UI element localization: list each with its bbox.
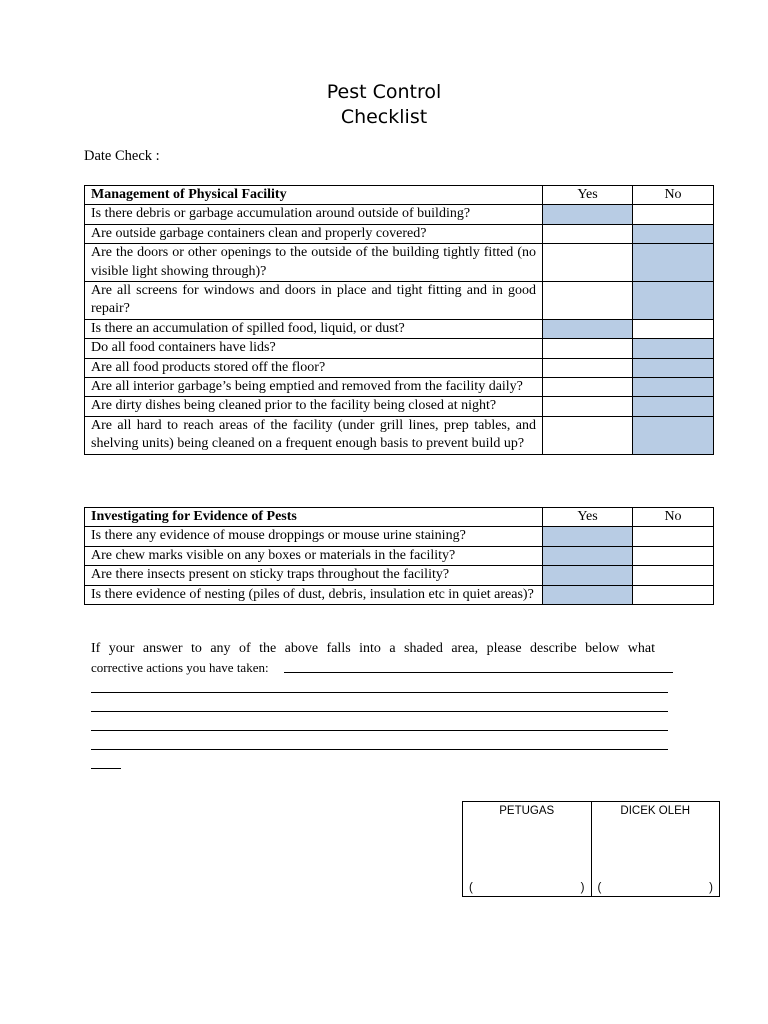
question-text: Are the doors or other openings to the outside of the building tightly fitted (no visible light showing through)? (85, 244, 543, 282)
yes-answer-cell[interactable] (543, 205, 633, 224)
corrective-actions-answer-line[interactable] (91, 730, 668, 731)
officer-name-open-paren: ( (469, 882, 473, 894)
no-answer-cell[interactable] (633, 282, 714, 320)
yes-answer-cell[interactable] (543, 416, 633, 454)
no-answer-cell[interactable] (633, 319, 714, 338)
pest-evidence-rows (85, 527, 714, 605)
corrective-actions-answer-line[interactable] (91, 749, 668, 750)
physical-facility-table (84, 185, 714, 455)
section-heading: Management of Physical Facility (85, 186, 543, 205)
title-line-1: Pest Control (326, 81, 442, 103)
no-answer-cell[interactable] (633, 527, 714, 546)
yes-answer-cell[interactable] (543, 566, 633, 585)
question-text: Do all food containers have lids? (85, 339, 543, 358)
question-text: Is there debris or garbage accumulation around outside of building? (85, 205, 543, 224)
yes-answer-cell[interactable] (543, 358, 633, 377)
officer-label: PETUGAS (499, 805, 555, 817)
physical-facility-rows (85, 205, 714, 454)
checklist-row (85, 546, 714, 565)
date-check-label: Date Check : (84, 148, 160, 164)
no-column-header: No (633, 186, 714, 205)
yes-answer-cell[interactable] (543, 378, 633, 397)
no-column-header: No (633, 508, 714, 527)
question-text: Are all food products stored off the floor? (85, 358, 543, 377)
question-text: Are all interior garbage’s being emptied and removed from the facility daily? (85, 378, 543, 397)
question-text: Are outside garbage containers clean and properly covered? (85, 224, 543, 243)
no-answer-cell[interactable] (633, 244, 714, 282)
question-text: Is there an accumulation of spilled food, liquid, or dust? (85, 319, 543, 338)
officer-name-close-paren: ) (580, 882, 585, 894)
yes-column-header: Yes (543, 186, 633, 205)
checklist-row (85, 282, 714, 320)
yes-answer-cell[interactable] (543, 319, 633, 338)
corrective-actions-answer-line[interactable] (91, 692, 668, 693)
checklist-row (85, 224, 714, 243)
no-answer-cell[interactable] (633, 339, 714, 358)
yes-answer-cell[interactable] (543, 397, 633, 416)
yes-answer-cell[interactable] (543, 585, 633, 604)
officer-signature-cell[interactable] (463, 802, 592, 897)
checked-by-name-open-paren: ( (597, 882, 602, 894)
checked-by-label: DICEK OLEH (620, 805, 691, 817)
checked-by-signature-cell[interactable] (591, 802, 720, 897)
question-text: Are all screens for windows and doors in place and tight fitting and in good repair? (85, 282, 543, 320)
no-answer-cell[interactable] (633, 358, 714, 377)
yes-answer-cell[interactable] (543, 527, 633, 546)
yes-answer-cell[interactable] (543, 339, 633, 358)
yes-answer-cell[interactable] (543, 244, 633, 282)
checklist-row (85, 339, 714, 358)
document-title (0, 80, 768, 130)
signature-box (462, 801, 720, 897)
instructions-line-1: If your answer to any of the above falls into a shaded area, please describe below what (91, 641, 655, 656)
no-answer-cell[interactable] (633, 416, 714, 454)
question-text: Are dirty dishes being cleaned prior to the facility being closed at night? (85, 397, 543, 416)
yes-answer-cell[interactable] (543, 282, 633, 320)
checklist-row (85, 205, 714, 224)
no-answer-cell[interactable] (633, 566, 714, 585)
question-text: Are all hard to reach areas of the facility (under grill lines, prep tables, and shelving units) being cleaned on a frequent enough basis to prevent build up? (85, 416, 543, 454)
checklist-row (85, 527, 714, 546)
yes-answer-cell[interactable] (543, 224, 633, 243)
section-heading: Investigating for Evidence of Pests (85, 508, 543, 527)
pest-evidence-table (84, 507, 714, 605)
no-answer-cell[interactable] (633, 378, 714, 397)
corrective-actions-answer-line[interactable] (284, 672, 673, 673)
table-header-row (85, 186, 714, 205)
question-text: Is there any evidence of mouse droppings or mouse urine staining? (85, 527, 543, 546)
no-answer-cell[interactable] (633, 397, 714, 416)
question-text: Are there insects present on sticky traps throughout the facility? (85, 566, 543, 585)
checklist-row (85, 397, 714, 416)
checklist-row (85, 358, 714, 377)
checked-by-name-close-paren: ) (709, 882, 713, 894)
question-text: Are chew marks visible on any boxes or materials in the facility? (85, 546, 543, 565)
checklist-row (85, 566, 714, 585)
corrective-actions-answer-line[interactable] (91, 711, 668, 712)
checklist-row (85, 378, 714, 397)
no-answer-cell[interactable] (633, 224, 714, 243)
no-answer-cell[interactable] (633, 585, 714, 604)
instructions-line-2: corrective actions you have taken: (91, 660, 269, 675)
question-text: Is there evidence of nesting (piles of dust, debris, insulation etc in quiet areas)? (85, 585, 543, 604)
corrective-actions-answer-line[interactable] (91, 768, 121, 769)
no-answer-cell[interactable] (633, 546, 714, 565)
checklist-row (85, 585, 714, 604)
no-answer-cell[interactable] (633, 205, 714, 224)
yes-column-header: Yes (543, 508, 633, 527)
table-header-row (85, 508, 714, 527)
yes-answer-cell[interactable] (543, 546, 633, 565)
title-line-2: Checklist (340, 106, 428, 128)
checklist-row (85, 244, 714, 282)
checklist-row (85, 416, 714, 454)
checklist-row (85, 319, 714, 338)
